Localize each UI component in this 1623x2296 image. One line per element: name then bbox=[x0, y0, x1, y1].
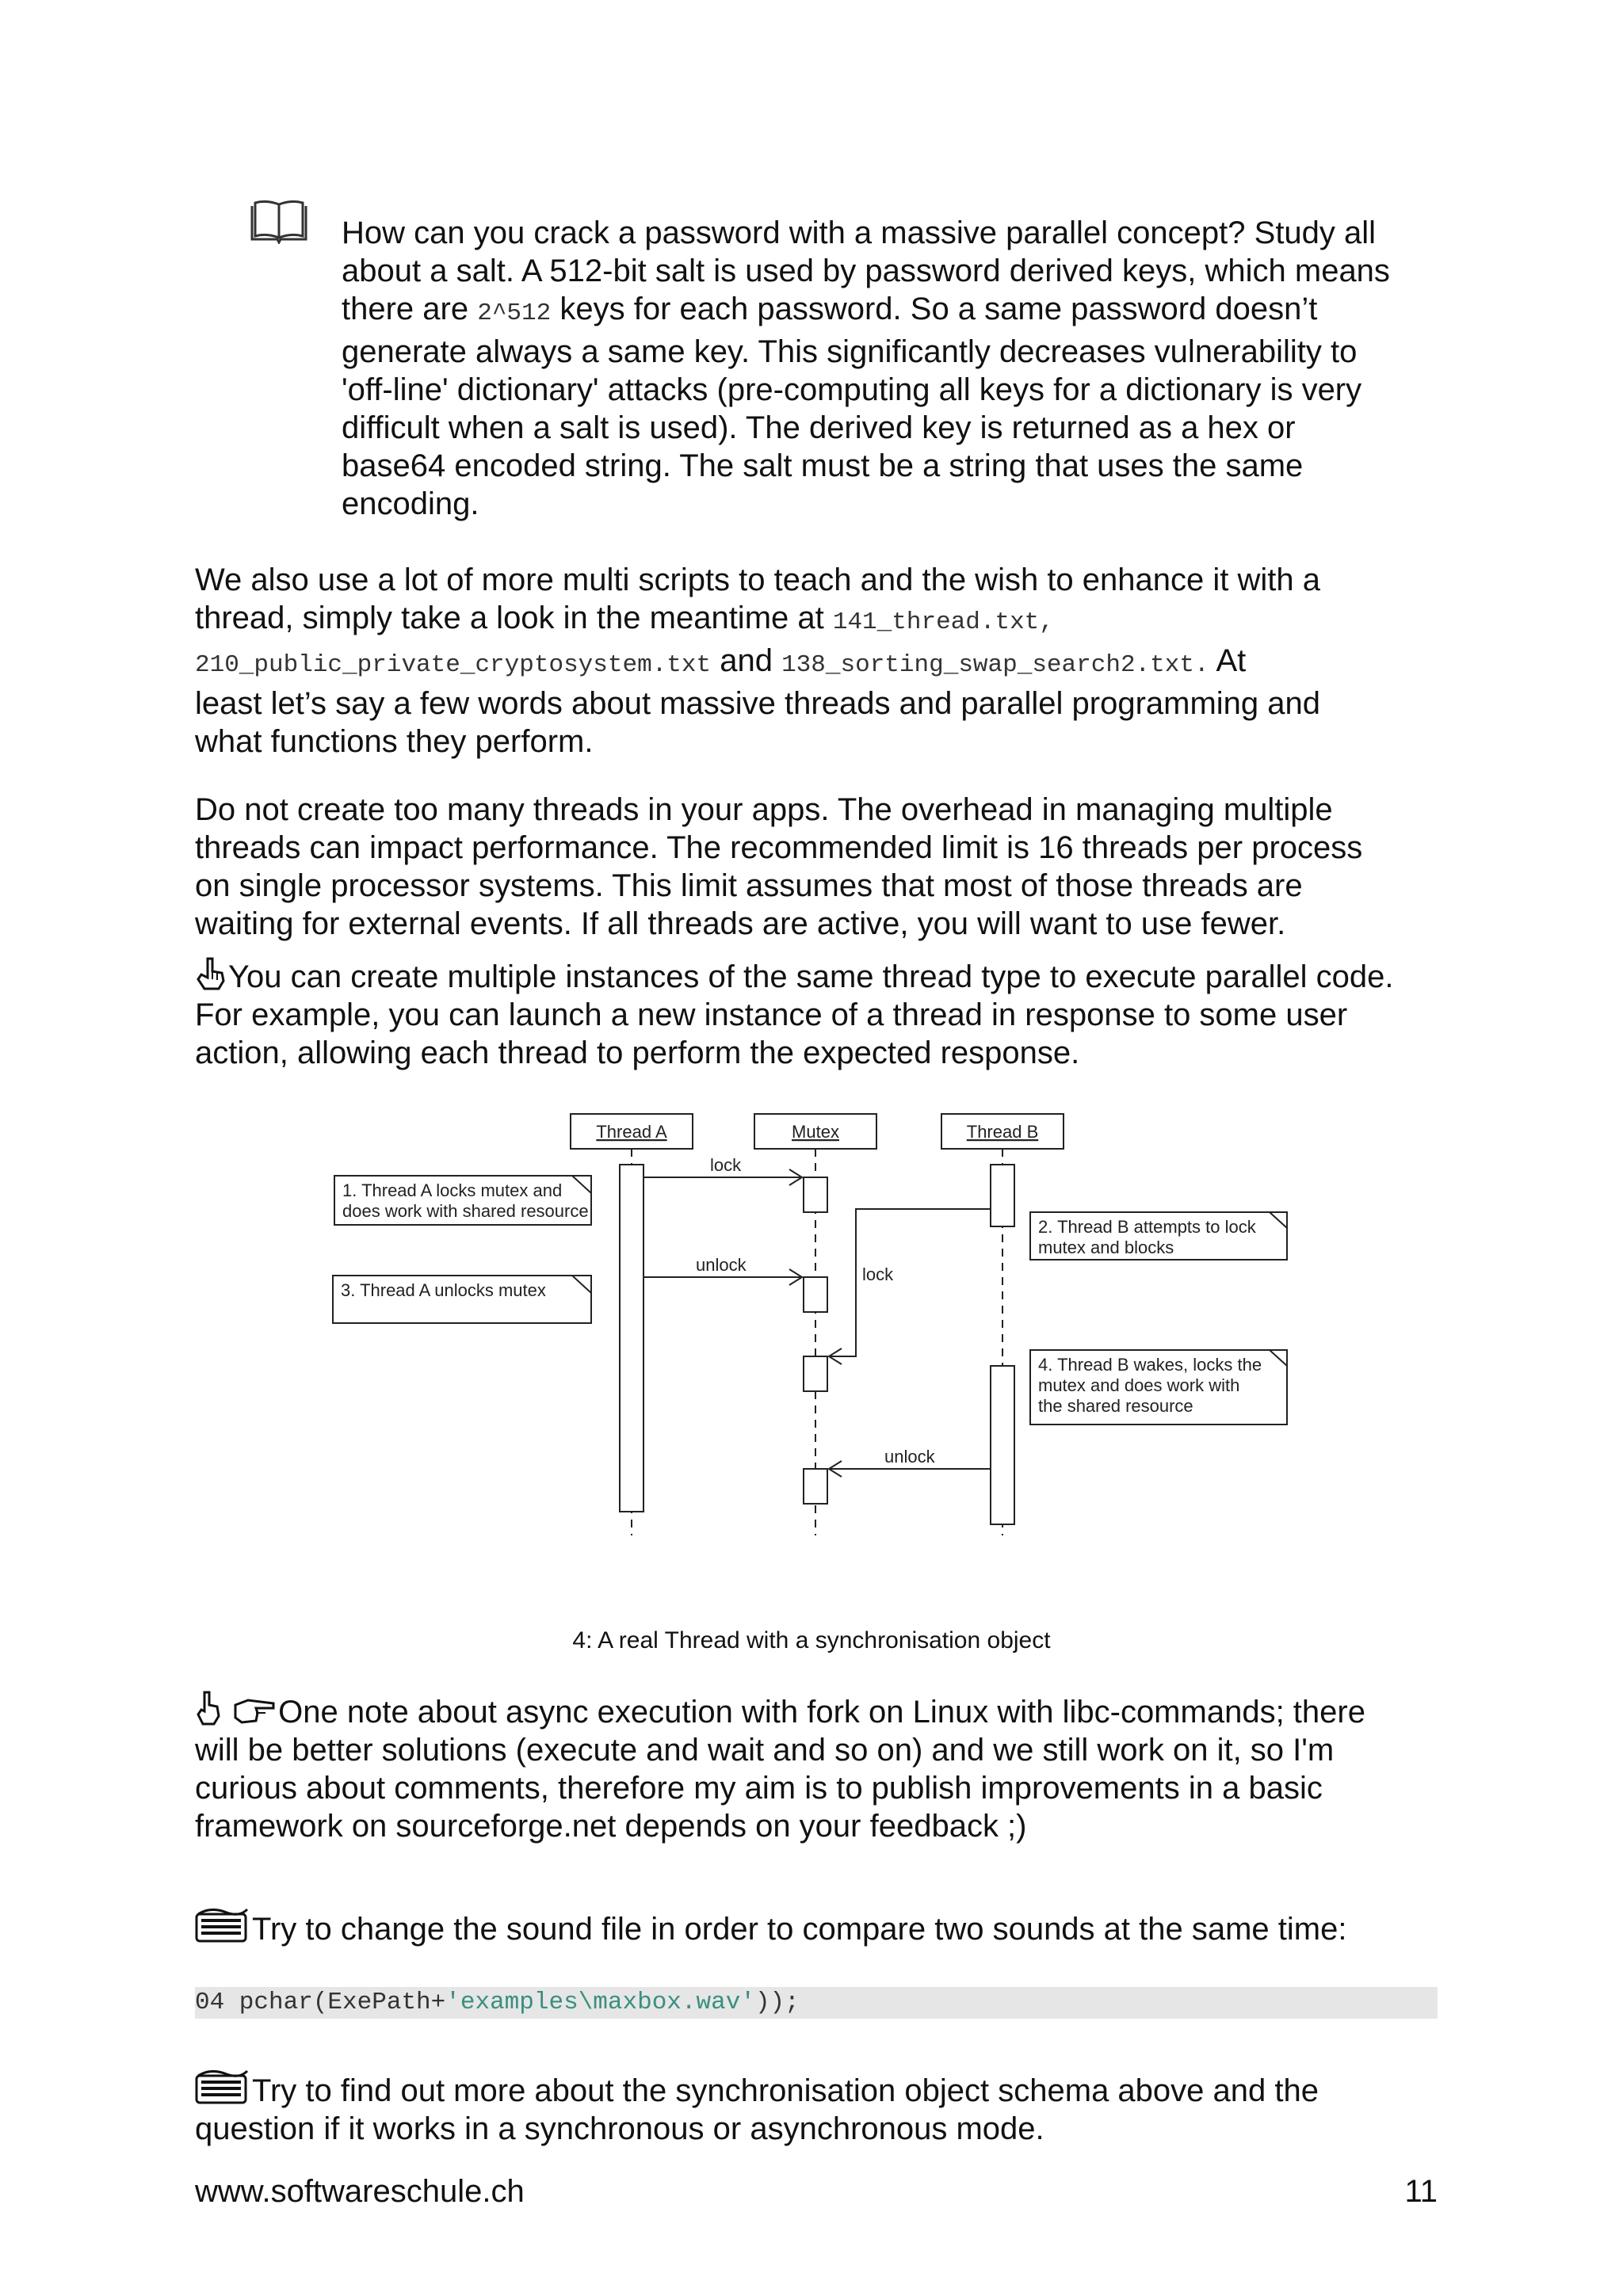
note-3-text: 3. Thread A unlocks mutex bbox=[341, 1280, 546, 1300]
figure-caption: 4: A real Thread with a synchronisation object bbox=[572, 1627, 1051, 1653]
note-1-text: 1. Thread A locks mutex and bbox=[342, 1180, 563, 1200]
text-line: How can you crack a password with a massive parallel concept? Study all bbox=[342, 215, 1377, 250]
message-label-unlock-a: unlock bbox=[696, 1255, 747, 1275]
inline-code: 210_public_private_cryptosystem.txt bbox=[195, 651, 712, 679]
inline-code: 138_sorting_swap_search2.txt. bbox=[781, 651, 1209, 679]
text-line: about a salt. A 512-bit salt is used by password derived keys, which means bbox=[342, 254, 1390, 288]
text-line bbox=[195, 642, 1447, 685]
inline-code: 141_thread.txt, bbox=[832, 608, 1054, 636]
book-icon bbox=[249, 200, 309, 244]
footer-page-number: 11 bbox=[1404, 2174, 1438, 2209]
text-line: waiting for external events. If all threads are active, you will want to use fewer. bbox=[195, 906, 1286, 941]
activation-mutex-1 bbox=[804, 1177, 827, 1212]
note-4-text: 4. Thread B wakes, locks the bbox=[1038, 1355, 1262, 1375]
text-line: Do not create too many threads in your apps. The overhead in managing multiple bbox=[195, 792, 1333, 827]
activation-mutex-2 bbox=[804, 1277, 827, 1312]
text-line bbox=[195, 957, 1447, 996]
text-line: framework on sourceforge.net depends on your feedback ;) bbox=[195, 1809, 1027, 1844]
lifeline-label-mutex: Mutex bbox=[792, 1122, 839, 1142]
text-fragment: You can create multiple instances of the same thread type to execute parallel code. bbox=[228, 959, 1394, 994]
paragraph-thread-limit bbox=[195, 791, 1447, 943]
message-label-lock-b: lock bbox=[862, 1264, 894, 1284]
text-fragment: there are bbox=[342, 292, 478, 326]
exercise-1 bbox=[195, 1906, 1447, 1948]
activation-thread-a bbox=[620, 1165, 643, 1512]
note-2-text: 2. Thread B attempts to lock bbox=[1038, 1217, 1256, 1237]
text-line: difficult when a salt is used). The derived key is returned as a hex or bbox=[342, 410, 1296, 445]
note-4-text: the shared resource bbox=[1038, 1396, 1193, 1416]
text-fragment: thread, simply take a look in the meantime at bbox=[195, 601, 833, 635]
lifeline-label-thread-b: Thread B bbox=[966, 1122, 1039, 1142]
message-label-lock-a: lock bbox=[710, 1155, 742, 1175]
text-line: least let’s say a few words about massive threads and parallel programming and bbox=[195, 686, 1320, 721]
exercise-2 bbox=[195, 2068, 1447, 2148]
code-block bbox=[195, 1987, 1438, 2019]
text-line: generate always a same key. This significantly decreases vulnerability to bbox=[342, 334, 1358, 369]
text-line: on single processor systems. This limit assumes that most of those threads are bbox=[195, 868, 1303, 903]
note-4-text: mutex and does work with bbox=[1038, 1375, 1240, 1395]
code-string: 'examples\maxbox.wav' bbox=[445, 1989, 755, 2016]
text-line bbox=[195, 2068, 1447, 2110]
message-label-unlock-b: unlock bbox=[884, 1447, 935, 1466]
pointing-hand-right-icon bbox=[232, 1697, 277, 1726]
text-line: We also use a lot of more multi scripts to teach and the wish to enhance it with a bbox=[195, 563, 1320, 597]
sequence-diagram bbox=[317, 1108, 1316, 1551]
activation-thread-b-1 bbox=[991, 1165, 1014, 1226]
note-1-text: does work with shared resource bbox=[342, 1201, 589, 1221]
text-line: action, allowing each thread to perform the expected response. bbox=[195, 1035, 1080, 1070]
paragraph-multiple-instances bbox=[195, 957, 1447, 1072]
text-line bbox=[342, 290, 1467, 333]
keyboard-icon bbox=[195, 1906, 250, 1943]
text-line: 'off-line' dictionary' attacks (pre-computing all keys for a dictionary is very bbox=[342, 372, 1362, 407]
text-fragment: keys for each password. So a same password doesn’t bbox=[551, 292, 1318, 326]
note-2-text: mutex and blocks bbox=[1038, 1238, 1174, 1257]
code-text: )); bbox=[754, 1989, 800, 2016]
message-lock-b bbox=[829, 1209, 991, 1356]
text-line: what functions they perform. bbox=[195, 724, 594, 759]
text-fragment: Try to change the sound file in order to compare two sounds at the same time: bbox=[252, 1912, 1347, 1947]
activation-mutex-4 bbox=[804, 1469, 827, 1504]
keyboard-icon bbox=[195, 2068, 250, 2104]
text-fragment: and bbox=[711, 643, 782, 678]
text-line: For example, you can launch a new instance of a thread in response to some user bbox=[195, 997, 1348, 1032]
text-line bbox=[195, 599, 1447, 642]
text-line bbox=[195, 1691, 1447, 1731]
text-fragment: One note about async execution with fork on Linux with libc-commands; there bbox=[278, 1695, 1365, 1730]
pointing-hand-icon bbox=[195, 957, 227, 990]
lifeline-label-thread-a: Thread A bbox=[596, 1122, 667, 1142]
text-line: question if it works in a synchronous or asynchronous mode. bbox=[195, 2111, 1044, 2146]
salt-note bbox=[342, 214, 1467, 523]
activation-thread-b-2 bbox=[991, 1366, 1014, 1524]
code-text: 04 pchar(ExePath+ bbox=[195, 1989, 446, 2016]
footer-website: www.softwareschule.ch bbox=[195, 2174, 525, 2209]
text-line: will be better solutions (execute and wait and so on) and we still work on it, so I'm bbox=[195, 1733, 1335, 1768]
inline-code: 2^512 bbox=[477, 299, 552, 327]
text-fragment: At bbox=[1209, 643, 1247, 678]
activation-mutex-3 bbox=[804, 1356, 827, 1391]
text-line bbox=[195, 1906, 1447, 1948]
text-line: base64 encoded string. The salt must be a string that uses the same bbox=[342, 448, 1304, 483]
text-fragment: Try to find out more about the synchronisation object schema above and the bbox=[252, 2073, 1319, 2108]
text-line: curious about comments, therefore my aim is to publish improvements in a basic bbox=[195, 1771, 1323, 1806]
paragraph-async-note bbox=[195, 1691, 1447, 1845]
text-line: threads can impact performance. The recommended limit is 16 threads per process bbox=[195, 830, 1363, 865]
text-line: encoding. bbox=[342, 486, 479, 521]
paragraph-scripts bbox=[195, 561, 1447, 761]
pointing-hand-up-icon bbox=[195, 1691, 222, 1726]
